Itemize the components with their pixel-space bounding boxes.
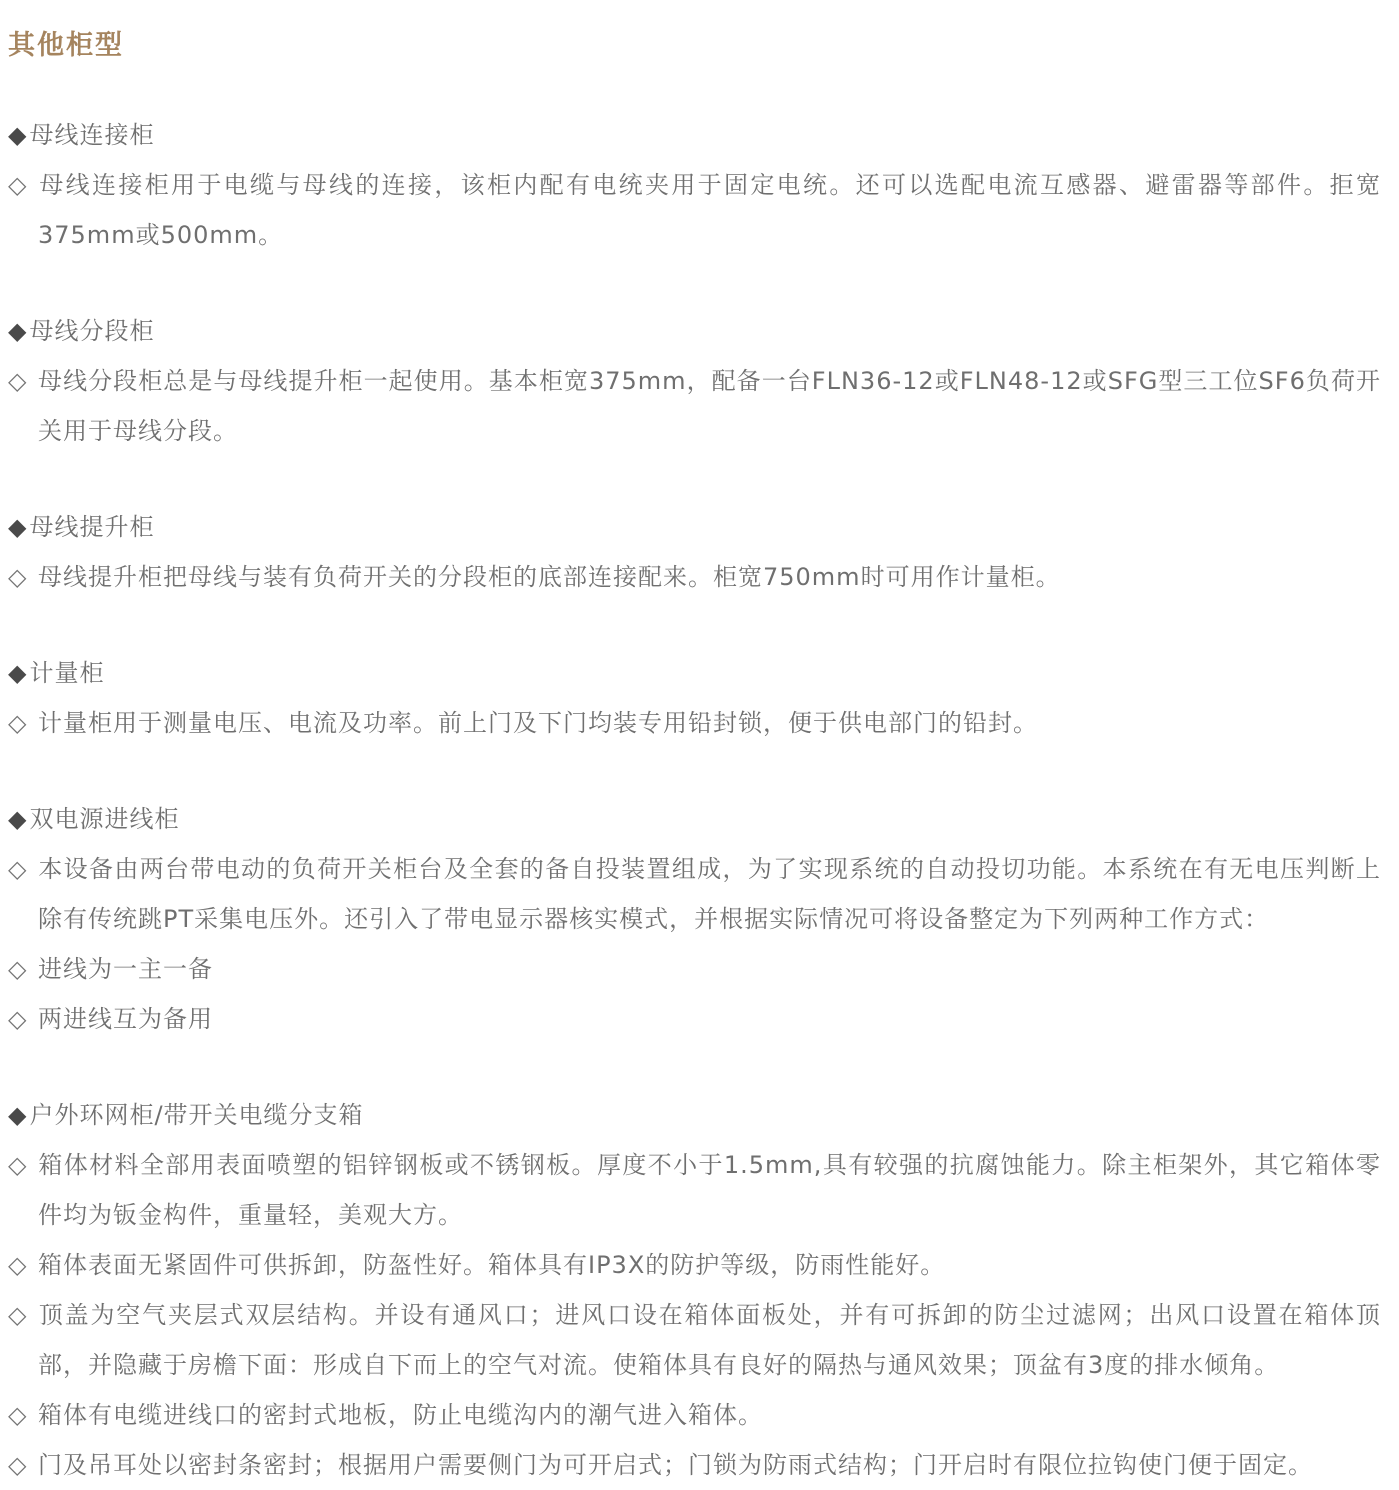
diamond-hollow-icon: ◇ <box>8 1151 28 1179</box>
diamond-hollow-icon: ◇ <box>8 563 28 591</box>
spec-paragraph-text: 箱体材料全部用表面喷塑的铝锌钢板或不锈钢板。厚度不小于1.5mm,具有较强的抗腐蚀能力。除主柜架外，其它箱体零件均为钣金构件，重量轻，美观大方。 <box>38 1151 1381 1229</box>
spec-paragraph-text: 顶盖为空气夹层式双层结构。并设有通风口；进风口设在箱体面板处，并有可拆卸的防尘过滤网；出风口设置在箱体顶部，并隐藏于房檐下面：形成自下而上的空气对流。使箱体具有良好的隔热与通风效果；顶盆有3度的排水倾角。 <box>38 1301 1381 1379</box>
page-title: 其他柜型 <box>8 30 124 61</box>
spec-paragraph-text: 计量柜用于测量电压、电流及功率。前上门及下门均装专用铅封锁，便于供电部门的铅封。 <box>38 709 1038 737</box>
sections-container <box>8 110 1381 1490</box>
spec-paragraph-text: 本设备由两台带电动的负荷开关柜台及全套的备自投装置组成，为了实现系统的自动投切功能。本系统在有无电压判断上除有传统跳PT采集电压外。还引入了带电显示器核实模式，并根据实际情况可将设备整定为下列两种工作方式： <box>38 855 1381 933</box>
spec-paragraph <box>8 356 1381 456</box>
diamond-filled-icon: ◆ <box>8 317 28 345</box>
spec-paragraph <box>8 844 1381 944</box>
section-heading-text: 双电源进线柜 <box>29 805 180 833</box>
section-heading-text: 计量柜 <box>29 659 105 687</box>
section-heading-text: 母线分段柜 <box>29 317 155 345</box>
section-heading-text: 母线连接柜 <box>29 121 155 149</box>
spec-paragraph <box>8 160 1381 260</box>
spec-paragraph-text: 门及吊耳处以密封条密封；根据用户需要侧门为可开启式；门锁为防雨式结构；门开启时有限位拉钩使门便于固定。 <box>38 1451 1313 1479</box>
spec-paragraph-text: 母线分段柜总是与母线提升柜一起使用。基本柜宽375mm，配备一台FLN36-12或FLN48-12或SFG型三工位SF6负荷开关用于母线分段。 <box>38 367 1381 445</box>
spec-paragraph <box>8 1290 1381 1390</box>
spec-paragraph-text: 母线连接柜用于电缆与母线的连接，该柜内配有电统夹用于固定电统。还可以选配电流互感器、避雷器等部件。拒宽375mm或500mm。 <box>38 171 1381 249</box>
section-heading <box>8 1090 1381 1140</box>
cabinet-section <box>8 648 1381 748</box>
spec-paragraph <box>8 944 1381 994</box>
section-items <box>8 552 1381 602</box>
cabinet-section <box>8 110 1381 260</box>
section-heading <box>8 502 1381 552</box>
diamond-hollow-icon: ◇ <box>8 1401 28 1429</box>
spec-paragraph <box>8 698 1381 748</box>
diamond-hollow-icon: ◇ <box>8 367 28 395</box>
spec-paragraph <box>8 1140 1381 1240</box>
diamond-hollow-icon: ◇ <box>8 1301 28 1329</box>
diamond-filled-icon: ◆ <box>8 513 28 541</box>
section-items <box>8 1140 1381 1490</box>
cabinet-section <box>8 306 1381 456</box>
section-heading-text: 母线提升柜 <box>29 513 155 541</box>
cabinet-section <box>8 1090 1381 1490</box>
diamond-filled-icon: ◆ <box>8 659 28 687</box>
diamond-hollow-icon: ◇ <box>8 1251 28 1279</box>
section-heading-text: 户外环网柜/带开关电缆分支箱 <box>29 1101 364 1129</box>
diamond-filled-icon: ◆ <box>8 805 28 833</box>
section-heading <box>8 110 1381 160</box>
section-items <box>8 160 1381 260</box>
section-heading <box>8 648 1381 698</box>
diamond-filled-icon: ◆ <box>8 1101 28 1129</box>
section-items <box>8 356 1381 456</box>
section-heading <box>8 306 1381 356</box>
spec-paragraph-text: 箱体有电缆进线口的密封式地板，防止电缆沟内的潮气进入箱体。 <box>38 1401 763 1429</box>
diamond-hollow-icon: ◇ <box>8 955 28 983</box>
diamond-hollow-icon: ◇ <box>8 171 28 199</box>
spec-paragraph <box>8 1240 1381 1290</box>
spec-paragraph-text: 箱体表面无紧固件可供拆卸，防盔性好。箱体具有IP3X的防护等级，防雨性能好。 <box>38 1251 946 1279</box>
diamond-hollow-icon: ◇ <box>8 855 28 883</box>
diamond-hollow-icon: ◇ <box>8 1451 28 1479</box>
cabinet-section <box>8 794 1381 1044</box>
section-items <box>8 844 1381 1044</box>
diamond-hollow-icon: ◇ <box>8 1005 28 1033</box>
spec-paragraph <box>8 1440 1381 1490</box>
section-heading <box>8 794 1381 844</box>
diamond-filled-icon: ◆ <box>8 121 28 149</box>
spec-paragraph-text: 母线提升柜把母线与装有负荷开关的分段柜的底部连接配来。柜宽750mm时可用作计量柜。 <box>38 563 1061 591</box>
spec-paragraph <box>8 1390 1381 1440</box>
section-items <box>8 698 1381 748</box>
spec-paragraph-text: 进线为一主一备 <box>38 955 213 983</box>
spec-paragraph <box>8 552 1381 602</box>
spec-paragraph-text: 两进线互为备用 <box>38 1005 213 1033</box>
cabinet-section <box>8 502 1381 602</box>
diamond-hollow-icon: ◇ <box>8 709 28 737</box>
spec-paragraph <box>8 994 1381 1044</box>
